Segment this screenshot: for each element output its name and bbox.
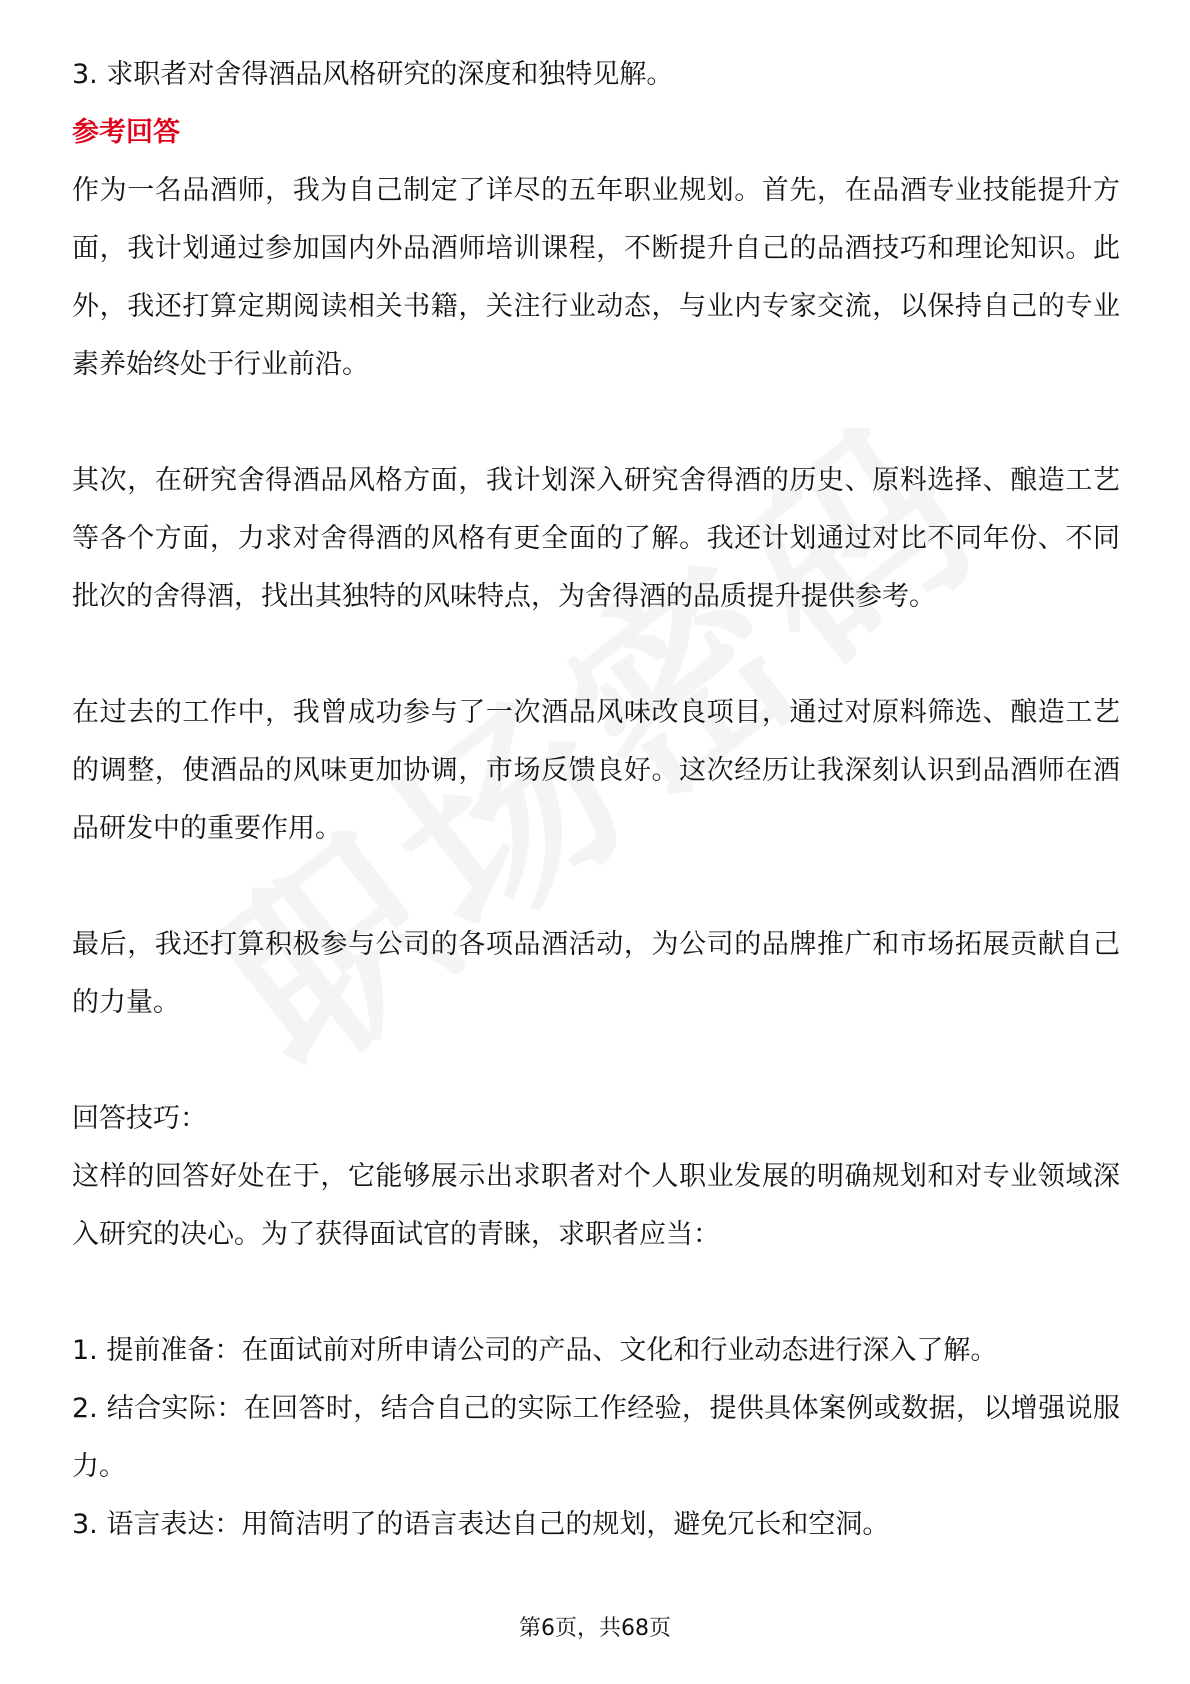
answer-paragraph-2: 其次，在研究舍得酒品风格方面，我计划深入研究舍得酒的历史、原料选择、酿造工艺等各个方面，力求对舍得酒的风格有更全面的了解。我还计划通过对比不同年份、不同批次的舍得酒，找出其独特的风味特点，为舍得酒的品质提升提供参考。: [72, 465, 1120, 612]
answer-paragraph-1: 作为一名品酒师，我为自己制定了详尽的五年职业规划。首先，在品酒专业技能提升方面，我计划通过参加国内外品酒师培训课程，不断提升自己的品酒技巧和理论知识。此外，我还打算定期阅读相关书籍，关注行业动态，与业内专家交流，以保持自己的专业素养始终处于行业前沿。: [72, 175, 1120, 380]
page-content: [72, 46, 1120, 1554]
answer-paragraph-3: 在过去的工作中，我曾成功参与了一次酒品风味改良项目，通过对原料筛选、酿造工艺的调整，使酒品的风味更加协调，市场反馈良好。这次经历让我深刻认识到品酒师在酒品研发中的重要作用。: [72, 697, 1120, 844]
paragraph-spacer: [72, 858, 1120, 916]
answer-heading: 参考回答: [72, 117, 180, 148]
tip-item-2: 2. 结合实际：在回答时，结合自己的实际工作经验，提供具体案例或数据，以增强说服力。: [72, 1393, 1120, 1482]
paragraph-spacer: [72, 394, 1120, 452]
answer-paragraph-4: 最后，我还打算积极参与公司的各项品酒活动，为公司的品牌推广和市场拓展贡献自己的力量。: [72, 929, 1120, 1018]
tips-heading: 回答技巧：: [72, 1103, 207, 1134]
page-number-footer: 第6页，共68页: [519, 1616, 671, 1641]
paragraph-spacer: [72, 626, 1120, 684]
intro-list-item: 3. 求职者对舍得酒品风格研究的深度和独特见解。: [72, 59, 674, 90]
paragraph-spacer: [72, 1032, 1120, 1090]
paragraph-spacer: [72, 1264, 1120, 1322]
tips-intro: 这样的回答好处在于，它能够展示出求职者对个人职业发展的明确规划和对专业领域深入研究的决心。为了获得面试官的青睐，求职者应当：: [72, 1161, 1120, 1250]
tip-item-1: 1. 提前准备：在面试前对所申请公司的产品、文化和行业动态进行深入了解。: [72, 1335, 998, 1366]
tip-item-3: 3. 语言表达：用简洁明了的语言表达自己的规划，避免冗长和空洞。: [72, 1509, 890, 1540]
